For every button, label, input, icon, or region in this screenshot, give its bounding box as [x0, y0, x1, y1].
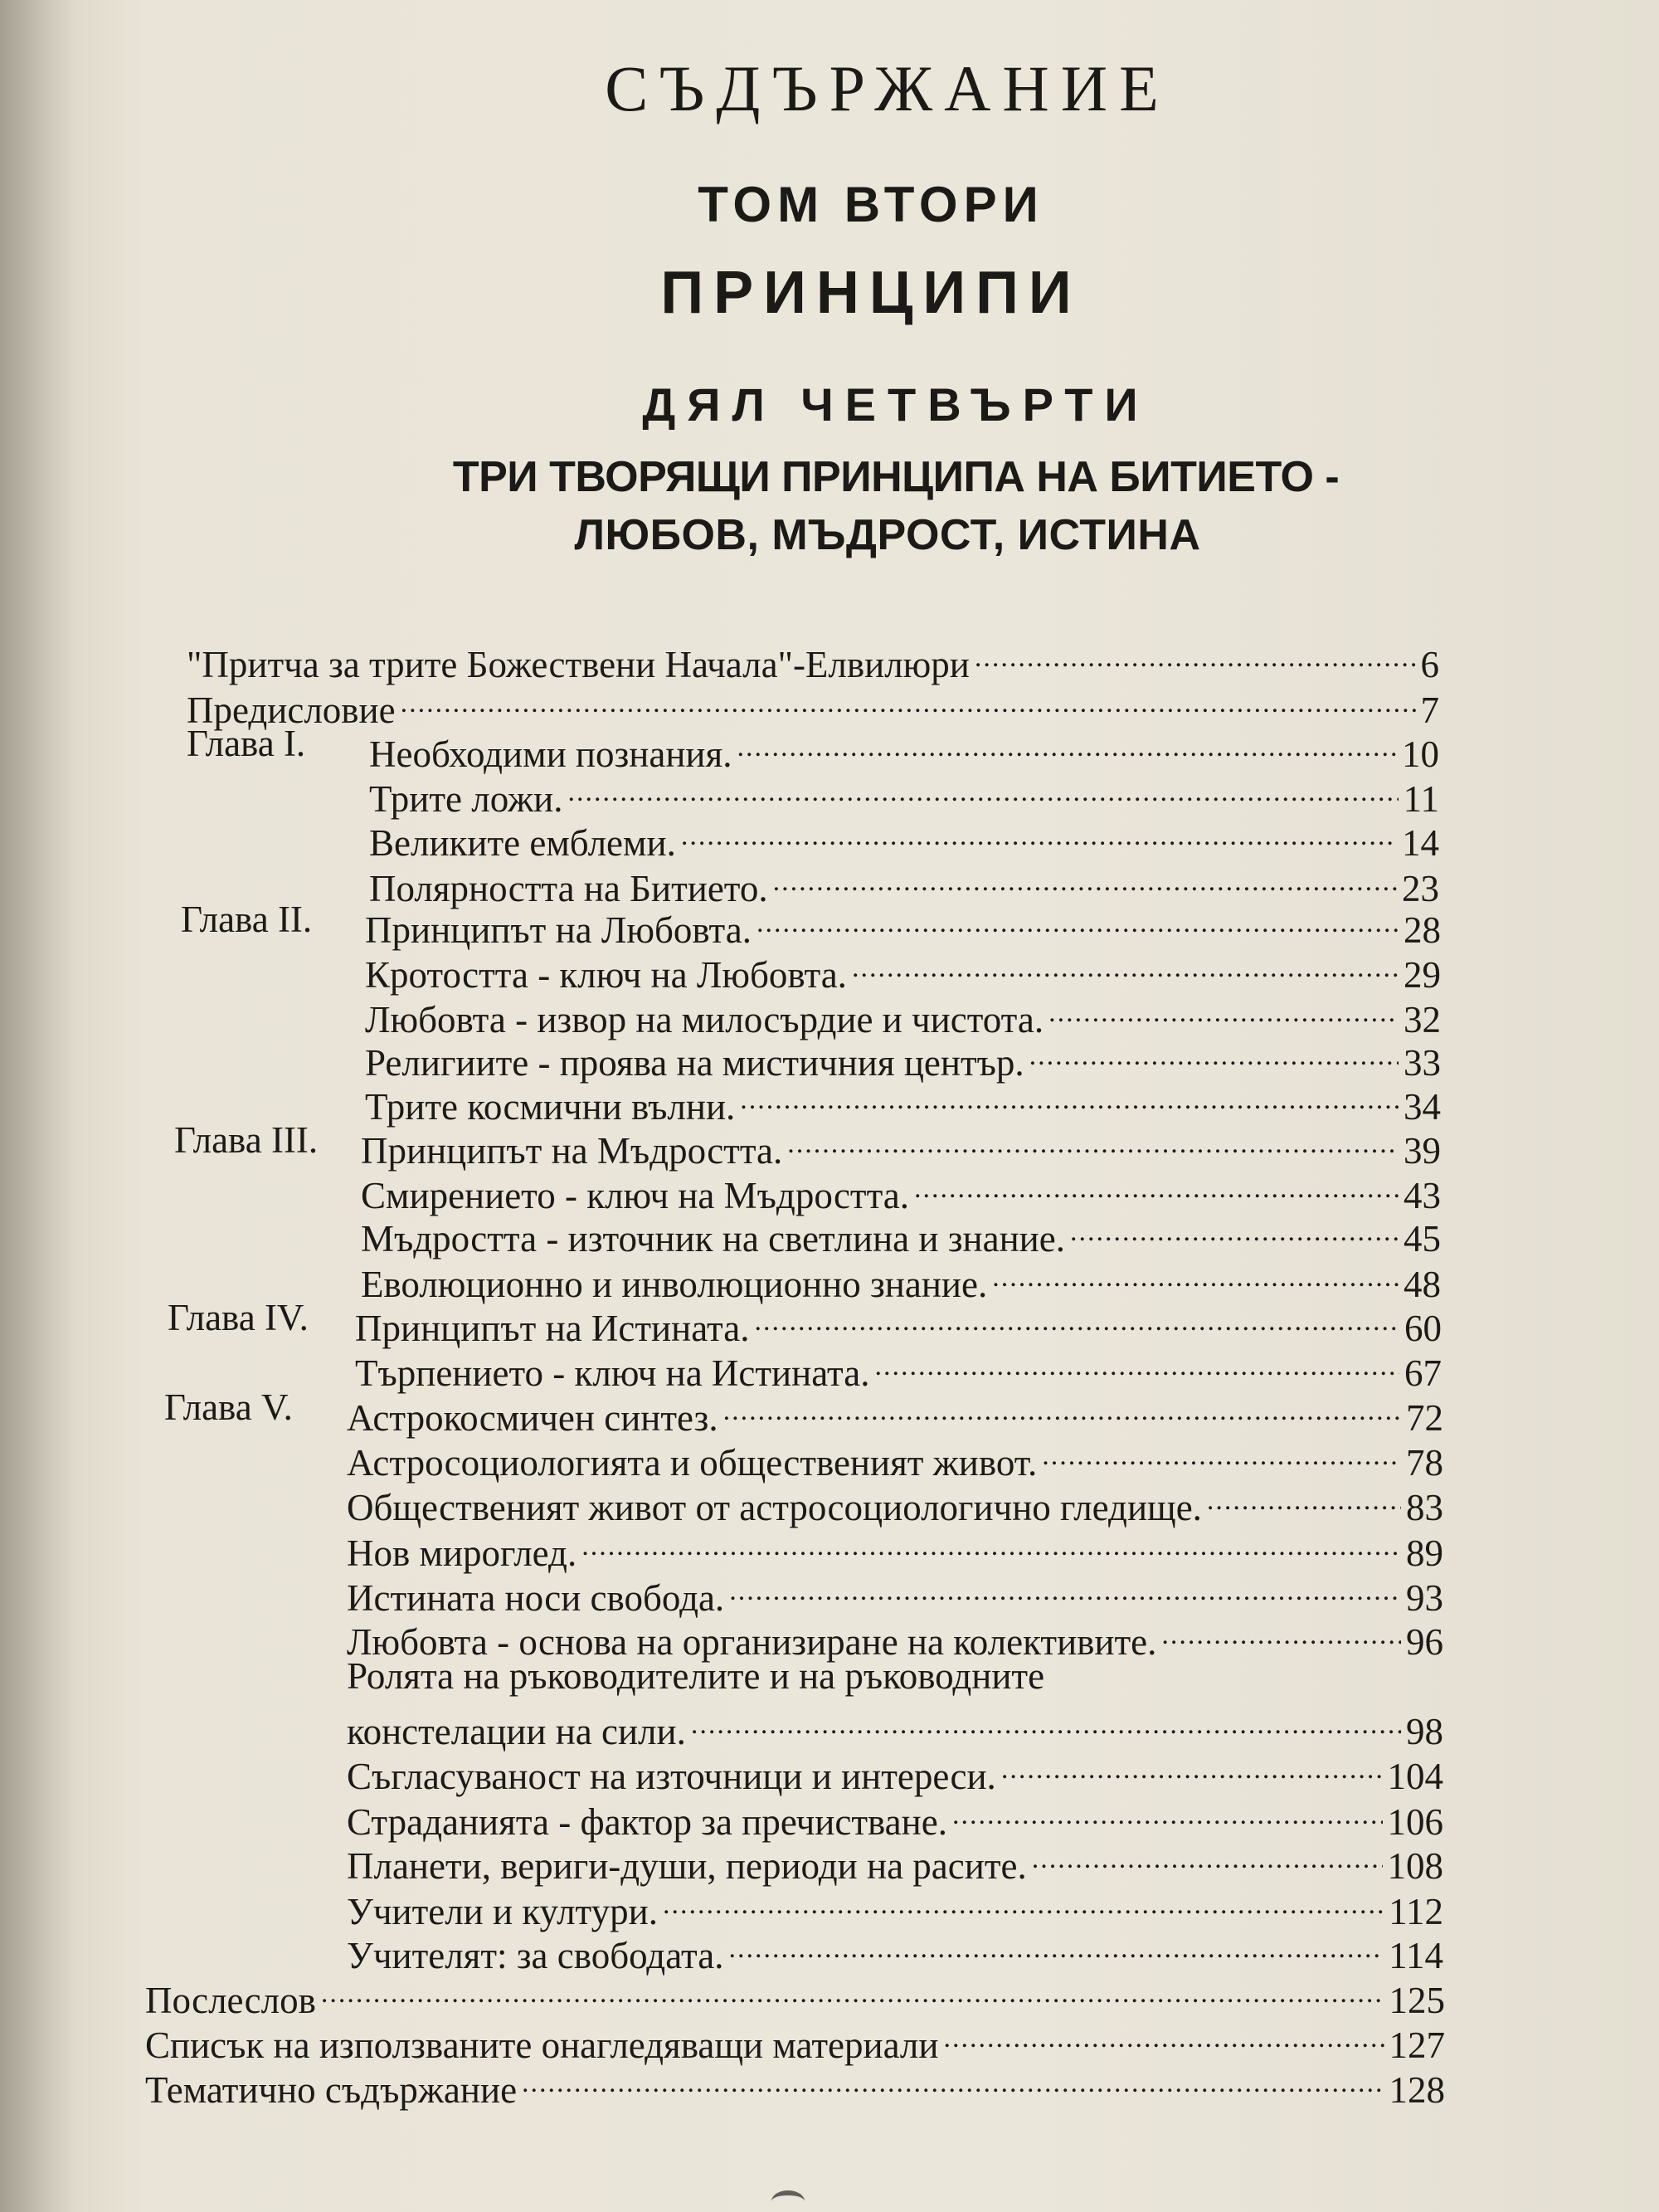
toc-dot-leader: [1070, 1205, 1399, 1251]
toc-entry[interactable]: [365, 1029, 1441, 1084]
toc-entry-title: Трите ложи.: [369, 778, 563, 820]
toc-entry[interactable]: [347, 1832, 1443, 1887]
toc-entry-title: Предисловие: [187, 689, 396, 731]
toc-entry-title: Еволюционно и инволюционно знание.: [361, 1264, 988, 1305]
toc-entry-title: Астросоциологията и общественият живот.: [347, 1442, 1038, 1484]
toc-dot-leader: [1207, 1474, 1401, 1520]
toc-entry[interactable]: [369, 765, 1439, 820]
toc-page-number: 128: [1389, 2069, 1445, 2111]
toc-chapter-label: Глава II.: [181, 899, 313, 940]
toc-row: [0, 809, 1439, 864]
toc-page-number: 104: [1387, 1756, 1443, 1797]
toc-dot-leader: [992, 1250, 1399, 1297]
toc-entry[interactable]: [347, 1922, 1443, 1976]
toc-dot-leader: [568, 765, 1399, 811]
toc-entry[interactable]: [347, 1608, 1443, 1663]
toc-dot-leader: [663, 1878, 1384, 1924]
toc-dot-leader: [757, 896, 1399, 943]
toc-chapter-label: Глава I.: [187, 723, 306, 764]
toc-row: [0, 1608, 1443, 1663]
toc-row: [0, 1742, 1443, 1797]
toc-dot-leader: [1001, 1742, 1383, 1789]
toc-dot-leader: [754, 1294, 1399, 1341]
toc-dot-leader: [1032, 1832, 1383, 1878]
toc-row: [0, 855, 1439, 909]
toc-row: [0, 1832, 1443, 1887]
toc-entry[interactable]: [361, 1250, 1441, 1305]
toc-entry-title: Нов мироглед.: [347, 1532, 577, 1574]
toc-dot-leader: [729, 1564, 1401, 1610]
toc-entry-title: Мъдростта - източник на светлина и знание.: [361, 1218, 1065, 1259]
toc-entry-title: Тематично съдържание: [145, 2069, 518, 2111]
toc-entry[interactable]: [187, 676, 1439, 731]
toc-row: [0, 631, 1439, 685]
toc-row: [0, 1966, 1445, 2021]
toc-entry[interactable]: [365, 1073, 1441, 1128]
toc-dot-leader: [321, 1966, 1384, 2013]
toc-entry[interactable]: [347, 1878, 1443, 1932]
toc-entry[interactable]: [365, 896, 1441, 951]
toc-dot-leader: [874, 1339, 1399, 1386]
toc-dot-leader: [975, 631, 1416, 677]
toc-entry-title: Принципът на Мъдростта.: [361, 1130, 783, 1172]
toc-entry[interactable]: [355, 1294, 1442, 1349]
toc-row: [0, 1073, 1441, 1128]
toc-row: [0, 1205, 1441, 1259]
toc-row: [0, 1653, 1443, 1699]
volume-title: ТОМ ВТОРИ: [698, 177, 1044, 232]
toc-entry[interactable]: [347, 1519, 1443, 1574]
toc-dot-leader: [1161, 1608, 1401, 1654]
toc-entry[interactable]: [145, 1966, 1445, 2021]
toc-entry-title: "Притча за трите Божествени Начала"-Елвилюри: [187, 644, 970, 685]
toc-row: [0, 676, 1439, 731]
toc-page-number: 14: [1402, 822, 1439, 864]
toc-page-number: 125: [1389, 1980, 1445, 2021]
toc-page-number: 83: [1406, 1487, 1443, 1528]
toc-entry[interactable]: [365, 986, 1441, 1040]
toc-page-number: 45: [1404, 1218, 1441, 1259]
toc-entry-title: Списък на използваните онагледяващи материали: [145, 2024, 939, 2066]
toc-page-number: 11: [1403, 778, 1439, 820]
toc-page-number: 78: [1406, 1442, 1443, 1484]
toc-page-number: 72: [1406, 1397, 1443, 1439]
toc-page-number: 6: [1420, 644, 1439, 685]
toc-dot-leader: [691, 1698, 1401, 1744]
toc-entry-title: Принципът на Истината.: [355, 1308, 750, 1349]
toc-entry[interactable]: [347, 1698, 1443, 1752]
toc-page-number: 32: [1404, 999, 1441, 1040]
toc-entry-title: Принципът на Любовта.: [365, 909, 752, 951]
toc-entry[interactable]: [365, 941, 1441, 996]
toc-entry-title: Съгласуваност на източници и интереси.: [347, 1756, 996, 1797]
main-title: СЪДЪРЖАНИЕ: [605, 52, 1170, 124]
toc-dot-leader: [773, 855, 1397, 901]
toc-entry-title: Любовта - извор на милосърдие и чистота.: [365, 999, 1044, 1040]
toc-page-number: 23: [1402, 868, 1439, 909]
toc-entry[interactable]: [145, 2011, 1445, 2066]
toc-row: [0, 1519, 1443, 1574]
toc-row: [0, 720, 1439, 775]
toc-row: [0, 1339, 1442, 1394]
toc-entry[interactable]: [369, 720, 1439, 775]
part-subtitle-line1: ТРИ ТВОРЯЩИ ПРИНЦИПА НА БИТИЕТО -: [452, 453, 1340, 501]
toc-chapter-label: Глава III.: [174, 1119, 319, 1161]
toc-page-number: 39: [1404, 1130, 1441, 1172]
toc-dot-leader: [1042, 1429, 1401, 1475]
toc-page-number: 48: [1404, 1264, 1441, 1305]
toc-row: [0, 765, 1439, 820]
toc-page-number: 112: [1389, 1891, 1443, 1932]
toc-row: [0, 896, 1441, 951]
toc-row: [0, 1162, 1441, 1216]
toc-page-number: 114: [1389, 1935, 1443, 1976]
toc-entry[interactable]: [347, 1742, 1443, 1797]
toc-entry[interactable]: [361, 1117, 1441, 1172]
toc-row: [0, 1384, 1443, 1439]
toc-entry[interactable]: [347, 1788, 1443, 1843]
toc-entry-title: Учители и култури.: [347, 1891, 658, 1932]
toc-entry-title: констелации на сили.: [347, 1711, 686, 1752]
toc-row: [0, 1429, 1443, 1484]
toc-entry-title: Астрокосмичен синтез.: [347, 1397, 718, 1439]
toc-entry-title: Религиите - проява на мистичния център.: [365, 1042, 1024, 1084]
part-subtitle-line2: ЛЮБОВ, МЪДРОСТ, ИСТИНА: [574, 511, 1201, 559]
toc-dot-leader: [737, 720, 1397, 767]
toc-entry[interactable]: [369, 855, 1439, 909]
toc-row: [0, 986, 1441, 1040]
toc-entry[interactable]: [187, 631, 1439, 685]
toc-page-number: 29: [1404, 954, 1441, 996]
toc-dot-leader: [1029, 1029, 1399, 1075]
toc-entry[interactable]: [355, 1339, 1442, 1394]
toc-page-number: 34: [1404, 1086, 1441, 1128]
toc-row: [0, 1698, 1443, 1752]
toc-entry-title: Истината носи свобода.: [347, 1577, 725, 1619]
toc-dot-leader: [728, 1922, 1384, 1968]
toc-entry-title: Смирението - ключ на Мъдростта.: [361, 1175, 910, 1216]
toc-page-number: 28: [1404, 909, 1441, 951]
volume-subtitle: ПРИНЦИПИ: [660, 260, 1082, 326]
toc-row: [0, 2011, 1445, 2066]
toc-entry-title: Търпението - ключ на Истината.: [355, 1352, 870, 1394]
toc-row: [0, 2056, 1445, 2111]
toc-row: [0, 1294, 1442, 1349]
toc-entry[interactable]: [145, 2056, 1445, 2111]
part-title: ДЯЛ ЧЕТВЪРТИ: [642, 378, 1150, 431]
toc-page-number: 60: [1404, 1308, 1442, 1349]
toc-dot-leader: [581, 1519, 1401, 1566]
toc-dot-leader: [787, 1117, 1399, 1163]
toc-row: [0, 1564, 1443, 1619]
toc-entry-title: Полярността на Битието.: [369, 868, 768, 909]
toc-dot-leader: [943, 2011, 1384, 2058]
toc-entry-title: Любовта - основа на организиране на колективите.: [347, 1621, 1157, 1663]
toc-row: [0, 1922, 1443, 1976]
toc-entry[interactable]: [347, 1564, 1443, 1619]
toc-dot-leader: [681, 809, 1397, 855]
toc-chapter-label: Глава IV.: [168, 1297, 309, 1338]
toc-row: [0, 1029, 1441, 1084]
toc-row: [0, 1117, 1441, 1172]
toc-dot-leader: [914, 1162, 1399, 1208]
toc-entry-title: Трите космични вълни.: [365, 1086, 736, 1128]
toc-page-number: 89: [1406, 1532, 1443, 1574]
toc-dot-leader: [401, 676, 1416, 723]
toc-dot-leader: [740, 1073, 1399, 1119]
toc-page-number: 67: [1404, 1352, 1442, 1394]
toc-entry[interactable]: [369, 809, 1439, 864]
toc-entry[interactable]: [347, 1653, 1443, 1699]
toc-page-number: 7: [1420, 689, 1439, 731]
page-number-fragment: [771, 2190, 805, 2212]
toc-entry[interactable]: [347, 1429, 1443, 1484]
toc-dot-leader: [952, 1788, 1383, 1834]
toc-entry[interactable]: [361, 1162, 1441, 1216]
toc-chapter-label: Глава V.: [164, 1386, 293, 1428]
toc-page-number: 98: [1406, 1711, 1443, 1752]
toc-page-number: 106: [1387, 1801, 1443, 1843]
toc-page-number: 93: [1406, 1577, 1443, 1619]
toc-entry[interactable]: [347, 1384, 1443, 1439]
toc-dot-leader: [1048, 986, 1399, 1032]
toc-row: [0, 1250, 1441, 1305]
toc-entry-title: Планети, вериги-души, периоди на расите.: [347, 1845, 1027, 1887]
toc-dot-leader: [852, 941, 1399, 987]
toc-entry[interactable]: [361, 1205, 1441, 1259]
toc-entry-title: Необходими познания.: [369, 733, 732, 775]
toc-page-number: 43: [1404, 1175, 1441, 1216]
toc-row: [0, 1878, 1443, 1932]
toc-entry-title: Послеслов: [145, 1980, 316, 2021]
toc-entry[interactable]: [347, 1474, 1443, 1528]
toc-entry-title: Ролята на ръководителите и на ръководните: [347, 1655, 1045, 1697]
toc-row: [0, 1474, 1443, 1528]
toc-entry-title: Кротостта - ключ на Любовта.: [365, 954, 847, 996]
toc-entry-title: Страданията - фактор за пречистване.: [347, 1801, 947, 1843]
toc-entry-title: Учителят: за свободата.: [347, 1935, 724, 1976]
toc-page-number: 127: [1389, 2024, 1445, 2066]
toc-page-number: 108: [1387, 1845, 1443, 1887]
toc-entry-title: Общественият живот от астросоциологично гледище.: [347, 1487, 1202, 1528]
toc-page-number: 10: [1402, 733, 1439, 775]
toc-row: [0, 1788, 1443, 1843]
toc-entry-title: Великите емблеми.: [369, 822, 676, 864]
toc-dot-leader: [522, 2056, 1384, 2102]
toc-dot-leader: [723, 1384, 1401, 1430]
toc-row: [0, 941, 1441, 996]
toc-page-number: 33: [1404, 1042, 1441, 1084]
toc-page-number: 96: [1406, 1621, 1443, 1663]
